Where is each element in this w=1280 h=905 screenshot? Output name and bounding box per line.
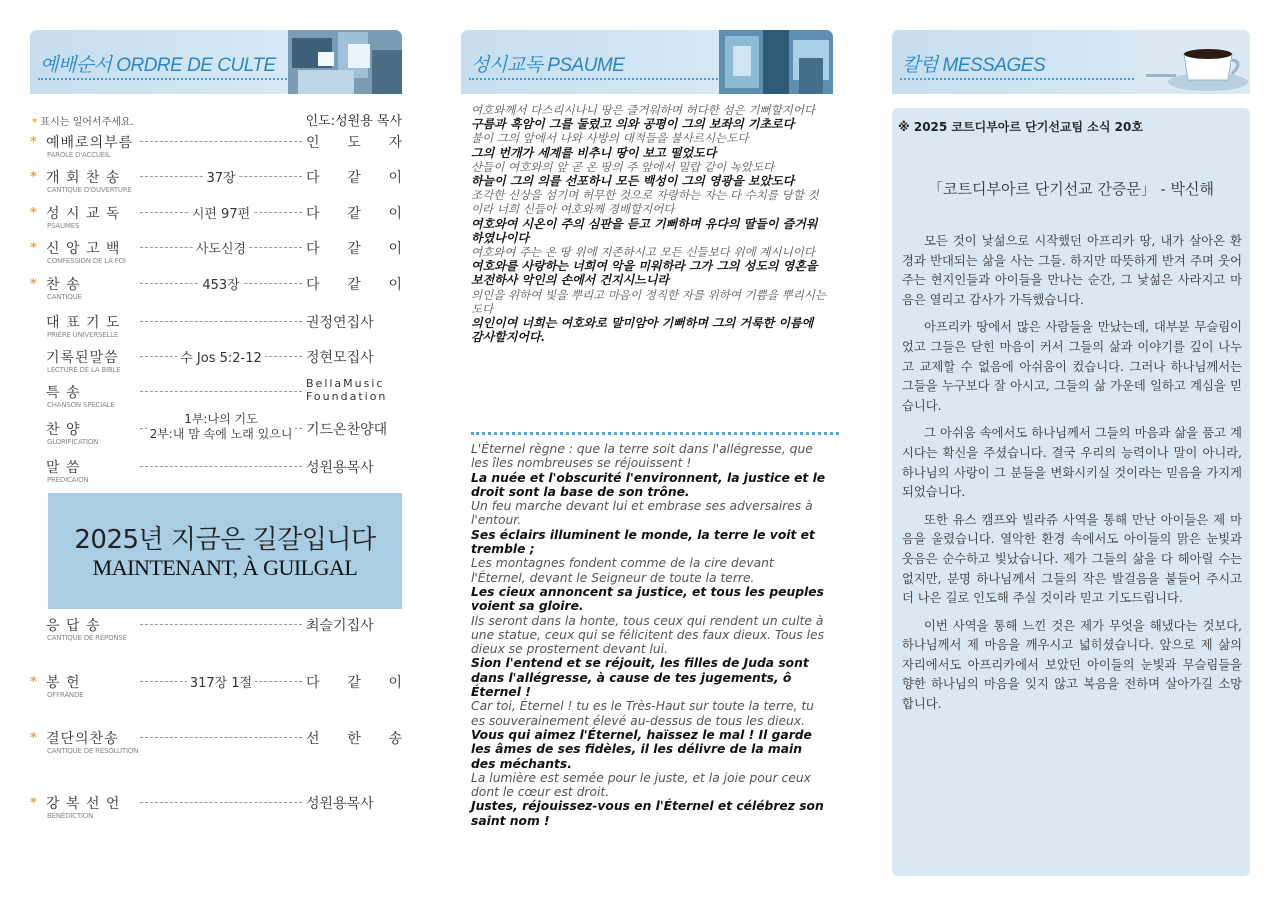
order-item-title: 신 앙 고 백 [46, 241, 121, 257]
order-item-detail [140, 203, 302, 222]
leader-label: 인도:성원용 목사 [305, 114, 402, 129]
order-item [30, 274, 402, 306]
dashed-leader [140, 624, 302, 625]
order-item-title: 예배로의부름 [46, 135, 134, 151]
order-item-title: 결단의찬송 [46, 731, 119, 747]
order-item-detail-text: 37장 [203, 171, 238, 186]
psalm-french-verse: La lumière est semée pour le juste, et la joie pour ceux dont le cœur est droit. [471, 770, 811, 800]
order-item-subtitle: CANTIQUE [47, 293, 82, 301]
order-item-title: 말 씀 [46, 460, 81, 476]
psalm-french-verse: La nuée et l'obscurité l'environnent, la justice et le droit sont la base de son trône. [471, 470, 826, 499]
psalm-korean [471, 103, 827, 344]
order-item-subtitle: CONFESSION DE LA FOI [47, 257, 126, 265]
order-item-leader: 선 한 송 [306, 731, 402, 747]
order-item-title: 응 답 송 [46, 618, 101, 634]
dashed-leader [140, 321, 302, 322]
order-item-subtitle: CHANSON SPECIALE [47, 401, 115, 409]
order-item [30, 312, 402, 344]
order-item-subtitle: BÉNÉDICTION [47, 812, 94, 820]
order-item-leader: 다 같 이 [306, 170, 402, 186]
worship-header-image [288, 30, 402, 94]
psalm-french-verse: Sion l'entend et se réjouit, les filles de Juda sont dans l'allégresse, à cause de tes jugements, ô Éternel ! [471, 656, 809, 700]
psalm-header [461, 30, 833, 94]
order-item-leader: 다 같 이 [306, 277, 402, 293]
psalm-korean-verse: 산들이 여호와의 앞 곧 온 땅의 주 앞에서 밀랍 같이 녹았도다 [471, 159, 775, 174]
standing-note-row [30, 110, 402, 128]
psalm-french-verse: Ils seront dans la honte, tous ceux qui rendent un culte à une statue, ceux qui se félicitent des faux dieux. Tous les dieux se prosternent devant lui. [471, 613, 824, 657]
order-item-leader: 정현모집사 [306, 350, 374, 366]
header-dotted-rule [38, 78, 314, 80]
order-item-title: 찬 송 [46, 277, 81, 293]
psalm-korean-verse: 의인을 위하여 빛을 뿌리고 마음이 정직한 자를 위하여 기쁨을 뿌리시는도다 [471, 287, 827, 316]
asterisk-icon: * [30, 206, 37, 221]
order-item-title: 특 송 [46, 385, 81, 401]
order-item [30, 728, 402, 760]
asterisk-icon: * [30, 731, 37, 746]
psalm-french-verse: Justes, réjouissez-vous en l'Éternel et célébrez son saint nom ! [471, 799, 824, 828]
header-dotted-rule [469, 78, 745, 80]
order-item-detail-text: 2부:내 맘 속에 노래 있으니 [147, 427, 296, 441]
banner-french: MAINTENANT, À GUILGAL [92, 555, 358, 580]
order-item-detail-text: 453장 [199, 278, 242, 293]
message-title: 「코트디부아르 단기선교 간증문」 - 박신해 [928, 180, 1214, 198]
psalm-divider [471, 432, 839, 435]
psalm-korean-verse: 의인이여 너희는 여호와로 말미암아 기뻐하며 그의 거룩한 이름에 감사할지어다. [471, 316, 814, 345]
order-item-leader: 권정연집사 [306, 315, 374, 331]
psalm-french-verse: Un feu marche devant lui et embrase ses adversaires à l'entour. [471, 499, 813, 528]
order-item-leader: 다 같 이 [306, 675, 402, 691]
messages-header [892, 30, 1250, 94]
psalm-korean-verse: 하늘이 그의 의를 선포하니 모든 백성이 그의 영광을 보았도다 [471, 174, 795, 189]
standing-note: 표시는 일어서주세요. [40, 117, 134, 128]
dashed-leader [140, 391, 302, 392]
order-item-subtitle: LECTURE DE LA BIBLE [47, 366, 121, 374]
psalm-title: 성시교독 PSAUME [471, 55, 625, 76]
order-item [30, 203, 402, 235]
message-heading: ※ 2025 코트디부아르 단기선교팀 소식 20호 [898, 120, 1143, 134]
order-item-subtitle: CANTIQUE DE RÉPONSE [47, 634, 127, 642]
psalm-korean-verse: 그의 번개가 세계를 비추니 땅이 보고 떨었도다 [471, 145, 717, 160]
order-item-detail-text: 사도신경 [193, 242, 249, 257]
asterisk-icon: * [32, 117, 38, 128]
dashed-leader [140, 466, 302, 467]
order-item-title: 성 시 교 독 [46, 206, 121, 222]
order-item-detail [140, 347, 302, 366]
order-item-detail-text: 317장 1절 [187, 676, 255, 691]
psalm-korean-verse: 구름과 흑암이 그를 둘렀고 의와 공평이 그의 보좌의 기초로다 [471, 117, 795, 132]
order-item-title: 개 회 찬 송 [46, 170, 121, 186]
order-item-detail [140, 412, 302, 442]
sermon-theme-banner [48, 493, 402, 609]
asterisk-icon: * [30, 675, 37, 690]
order-item [30, 615, 402, 647]
order-item-title: 기록된말씀 [46, 350, 119, 366]
asterisk-icon: * [30, 796, 37, 811]
order-item-detail [140, 167, 302, 186]
psalm-french-verse: Les montagnes fondent comme de la cire devant l'Éternel, devant le Seigneur de toute la terre. [471, 556, 774, 585]
asterisk-icon: * [30, 135, 37, 150]
coffee-cup-image [1136, 30, 1250, 94]
order-item-detail [140, 238, 302, 257]
message-paragraph: 그 아쉬움 속에서도 하나님께서 그들의 마음과 삶을 품고 계시다는 확신을 주셨습니다. 결국 우리의 능력이나 말이 아니라, 하나님의 사랑이 그 분들을 변화시키실 것이라는 믿음을 가지게 되었습니다. [902, 426, 1242, 500]
order-item-title: 찬 양 [46, 422, 81, 438]
psalm-korean-verse: 여호와를 사랑하는 너희여 악을 미워하라 그가 그의 성도의 영혼을 보전하사 악인의 손에서 건지시느니라 [471, 259, 818, 288]
order-item-subtitle: GLORIFICATION [47, 438, 99, 446]
order-item-leader: 다 같 이 [306, 206, 402, 222]
order-item [30, 377, 402, 414]
psalm-french-verse: Les cieux annoncent sa justice, et tous les peuples voient sa gloire. [471, 584, 824, 614]
psalm-korean-verse: 여호와여 주는 온 땅 위에 지존하시고 모든 신들보다 위에 계시니이다 [471, 245, 815, 260]
order-item-title: 대 표 기 도 [46, 315, 121, 331]
messages-column [892, 30, 1250, 712]
order-item-leader: 기드온찬양대 [306, 422, 388, 438]
worship-order-title: 예배순서 ORDRE DE CULTE [40, 55, 276, 76]
order-item [30, 347, 402, 379]
dashed-leader [140, 737, 302, 738]
order-item-subtitle: PRÉDICAION [47, 476, 89, 484]
order-item-subtitle: PAROLE D'ACCUEIL [47, 151, 111, 159]
asterisk-icon: * [30, 170, 37, 185]
order-item-title: 강 복 선 언 [46, 796, 121, 812]
order-item-detail-text: 1부:나의 기도 [181, 412, 260, 426]
messages-title: 칼럼 MESSAGES [902, 55, 1046, 76]
dashed-leader [140, 802, 302, 803]
dashed-leader [140, 141, 302, 142]
psalm-korean-verse: 불이 그의 앞에서 나와 사방의 대적들을 불사르시는도다 [471, 131, 749, 146]
order-item-detail-text: 수 Jos 5:2-12 [177, 351, 265, 366]
order-item [30, 457, 402, 489]
order-item [30, 167, 402, 199]
psalm-french [471, 442, 827, 828]
order-item [30, 793, 402, 825]
message-paragraph: 또한 유스 캠프와 빌라쥬 사역을 통해 만난 아이들은 제 마음을 울렸습니다. 열악한 환경 속에서도 아이들의 맑은 눈빛과 웃음은 순수하고 빛났습니다. 제가 그들의 삶을 다 헤아릴 수는 없지만, 분명 하나님께서 그들의 작은 발걸음을 붙들어 주시고 더 나은 길로 인도해 주실 것이라 믿고 기도드립니다. [902, 512, 1242, 606]
order-item-leader: 성원용목사 [306, 796, 374, 812]
psalm-korean-verse: 조각한 신상을 섬기며 허무한 것으로 자랑하는 자는 다 수치를 당할 것이라 너희 신들아 여호와께 경배할지어다 [471, 188, 819, 217]
order-item-title: 봉 헌 [46, 675, 81, 691]
banner-korean: 2025년 지금은 길갈입니다 [74, 525, 376, 555]
order-item [30, 672, 402, 704]
order-item [30, 132, 402, 164]
order-item-subtitle: CANTIQUE DE RÉSOLUTION [47, 747, 139, 755]
psalm-french-verse: Ses éclairs illuminent le monde, la terre le voit et tremble ; [471, 527, 815, 557]
order-item-subtitle: PSAUMES [47, 222, 80, 230]
order-item-detail [140, 274, 302, 293]
order-item [30, 412, 402, 451]
psalm-french-verse: L'Éternel règne : que la terre soit dans l'allégresse, que les îles nombreuses se réjouissent ! [471, 442, 813, 471]
psalm-korean-verse: 여호와여 시온이 주의 심판을 듣고 기뻐하며 유다의 딸들이 즐거워하였나이다 [471, 216, 818, 245]
order-item-leader: 인 도 자 [306, 135, 402, 151]
order-item-subtitle: PRIÈRE UNIVERSELLE [47, 331, 119, 339]
message-paragraph: 이번 사역을 통해 느낀 것은 제가 무엇을 해냈다는 것보다, 하나님께서 제 마음을 깨우시고 넓히셨습니다. 앞으로 제 삶의 자리에서도 아프리카에서 보았던 아이들의 눈빛과 무슬림들을 향한 하나님의 마음을 잊지 않고 복음을 전하며 살아가길 소망합니다. [902, 618, 1242, 712]
order-item-detail [140, 672, 302, 691]
asterisk-icon: * [30, 241, 37, 256]
order-item-subtitle: CANTIQUE D'OUVERTURE [47, 186, 132, 194]
order-item-leader: 다 같 이 [306, 241, 402, 257]
header-dotted-rule [900, 78, 1162, 80]
psalm-header-image [719, 30, 833, 94]
psalm-french-verse: Car toi, Éternel ! tu es le Très-Haut sur toute la terre, tu es souverainement élevé au-dessus de tous les dieux. [471, 699, 814, 728]
order-item-detail-text: 시편 97편 [189, 207, 253, 222]
order-item-leader: BellaMusic Foundation [306, 377, 388, 403]
message-paragraph: 아프리카 땅에서 많은 사람들을 만났는데, 대부분 무슬림이었고 그들은 닫힌 마음이 커서 그들의 삶과 이야기를 깊이 나누고 교제할 수 없음에 아쉬움이 컸습니다. 그러나 하나님께서는 그들을 누구보다 잘 아시고, 그들의 삶 가운데 일하고 계심을 믿습니다. [902, 320, 1242, 413]
order-item-subtitle: OFFRANDE [47, 691, 84, 699]
psalm-column [461, 30, 833, 828]
order-item-leader: 성원용목사 [306, 460, 374, 476]
asterisk-icon: * [30, 277, 37, 292]
order-item-leader: 최슬기집사 [306, 618, 374, 634]
worship-order-column [30, 30, 402, 820]
message-body [902, 232, 1242, 723]
psalm-korean-verse: 여호와께서 다스리시나니 땅은 즐거워하며 허다한 섬은 기뻐할지어다 [471, 103, 816, 117]
order-item [30, 238, 402, 270]
message-box [892, 108, 1250, 876]
worship-order-header [30, 30, 402, 94]
psalm-french-verse: Vous qui aimez l'Éternel, haïssez le mal ! Il garde les âmes de ses fidèles, il les délivre de la main des méchants. [471, 727, 812, 771]
message-paragraph: 모든 것이 낯섦으로 시작했던 아프리카 땅, 내가 살아온 환경과 반대되는 삶을 사는 그들. 하지만 따뜻하게 반겨 주며 웃어 주는 현지인들과 아이들을 만나는 순간, 그 낯섦은 사라지고 마음은 열리고 감사가 가득했습니다. [902, 234, 1242, 307]
